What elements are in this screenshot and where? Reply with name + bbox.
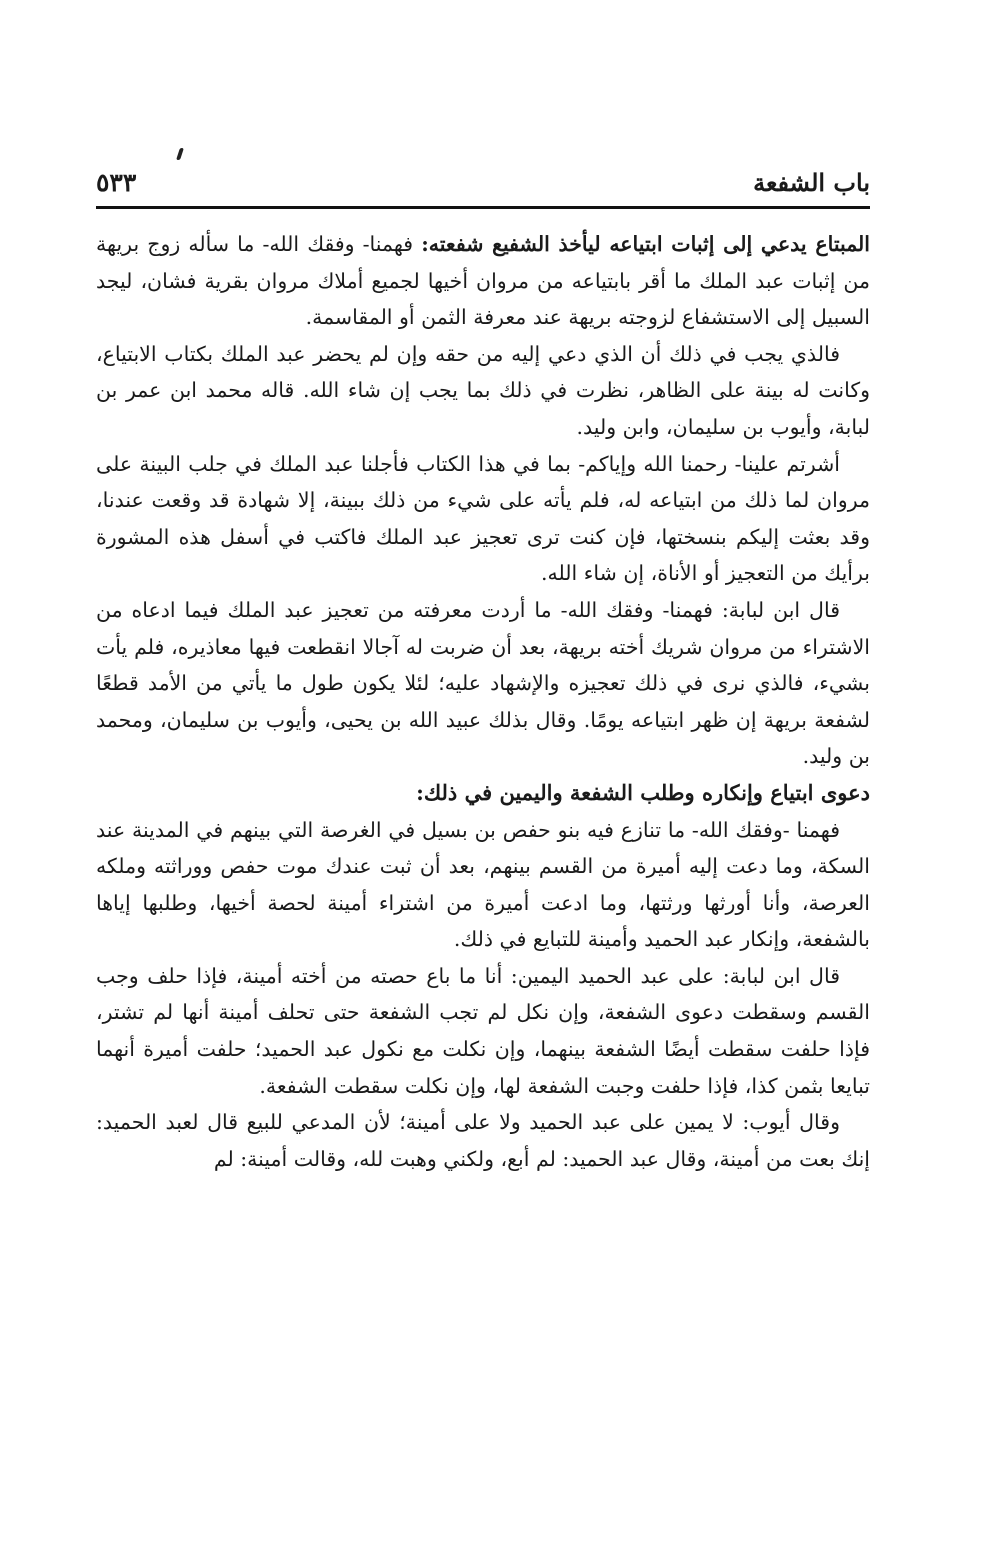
paragraph-1-lead: المبتاع يدعي إلى إثبات ابتياعه ليأخذ الشفيع شفعته: xyxy=(421,232,870,256)
running-title: باب الشفعة xyxy=(753,168,870,197)
paragraph-7: وقال أيوب: لا يمين على عبد الحميد ولا على أمينة؛ لأن المدعي للبيع قال لعبد الحميد: إنك بعت من أمينة، وقال عبد الحميد: لم أبع، ولكني وهبت لله، وقالت أمينة: لم xyxy=(96,1110,870,1171)
page-number: ٥٣٣ xyxy=(96,168,137,197)
paragraph-1-text: فهمنا- وفقك الله- ما سأله زوج بريهة من إثبات عبد الملك ما أقر بابتياعه من مروان أخيها لجميع أملاك مروان بقرية فشان، ليجد السبيل إلى الاستشفاع لزوجته بريهة عند معرفة الثمن أو المقاسمة. xyxy=(96,232,870,330)
stray-ink-mark xyxy=(176,148,184,160)
running-header xyxy=(96,166,870,206)
header-rule xyxy=(96,206,870,209)
paragraph-4: قال ابن لبابة: فهمنا- وفقك الله- ما أردت معرفته من تعجيز عبد الملك فيما ادعاه من الاشتراء من مروان شريك أخته بريهة، بعد أن ضربت له آجالا انقطعت فيها معاذيره، فلم يأت بشيء، فالذي نرى في ذلك تعجيزه والإشهاد عليه؛ لئلا يكون طول ما يأتي من الأمد قطعًا لشفعة بريهة إن ظهر ابتياعه يومًا. وقال بذلك عبيد الله بن يحيى، وأيوب بن سليمان، ومحمد بن وليد. xyxy=(96,597,870,769)
paragraph-2: فالذي يجب في ذلك أن الذي دعي إليه من حقه وإن لم يحضر عبد الملك بكتاب الابتياع، وكانت له بينة على الظاهر، نظرت في ذلك بما يجب إن شاء الله. قاله محمد ابن عمر بن لبابة، وأيوب بن سليمان، وابن وليد. xyxy=(96,341,870,439)
body-text xyxy=(96,226,870,1177)
paragraph-3: أشرتم علينا- رحمنا الله وإياكم- بما في هذا الكتاب فأجلنا عبد الملك في جلب البينة على مروان لما ذلك من ابتياعه له، فلم يأته على شيء من ذلك ببينة، إلا شهادة قد وقعت عندنا، وقد بعثت إليكم بنسختها، فإن كنت ترى تعجيز عبد الملك فاكتب في أسفل هذه المشورة برأيك من التعجيز أو الأناة، إن شاء الله. xyxy=(96,451,870,586)
section-heading: دعوى ابتياع وإنكاره وطلب الشفعة واليمين في ذلك: xyxy=(416,779,870,805)
paragraph-6: قال ابن لبابة: على عبد الحميد اليمين: أنا ما باع حصته من أخته أمينة، فإذا حلف وجب القسم وسقطت دعوى الشفعة، وإن نكل لم تجب الشفعة حتى تحلف أمينة أنها لم تشتر، فإذا حلفت سقطت أيضًا الشفعة بينهما، وإن نكلت مع نكول عبد الحميد؛ حلفت أميرة أنهما تبايعا بثمن كذا، فإذا حلفت وجبت الشفعة لها، وإن نكلت سقطت الشفعة. xyxy=(96,963,870,1098)
paragraph-5: فهمنا -وفقك الله- ما تنازع فيه بنو حفص بن بسيل في الغرصة التي بينهم في المدينة عند السكة، وما دعت إليه أميرة من القسم بينهم، بعد أن ثبت عندك موت حفص ووراثته وملكه العرصة، وأنا أورثها ورثتها، وما ادعت أميرة من اشتراء أمينة لحصة أخيها، وطلبها إياها بالشفعة، وإنكار عبد الحميد وأمينة للتبايع في ذلك. xyxy=(96,817,870,952)
paragraph-1 xyxy=(96,226,870,336)
